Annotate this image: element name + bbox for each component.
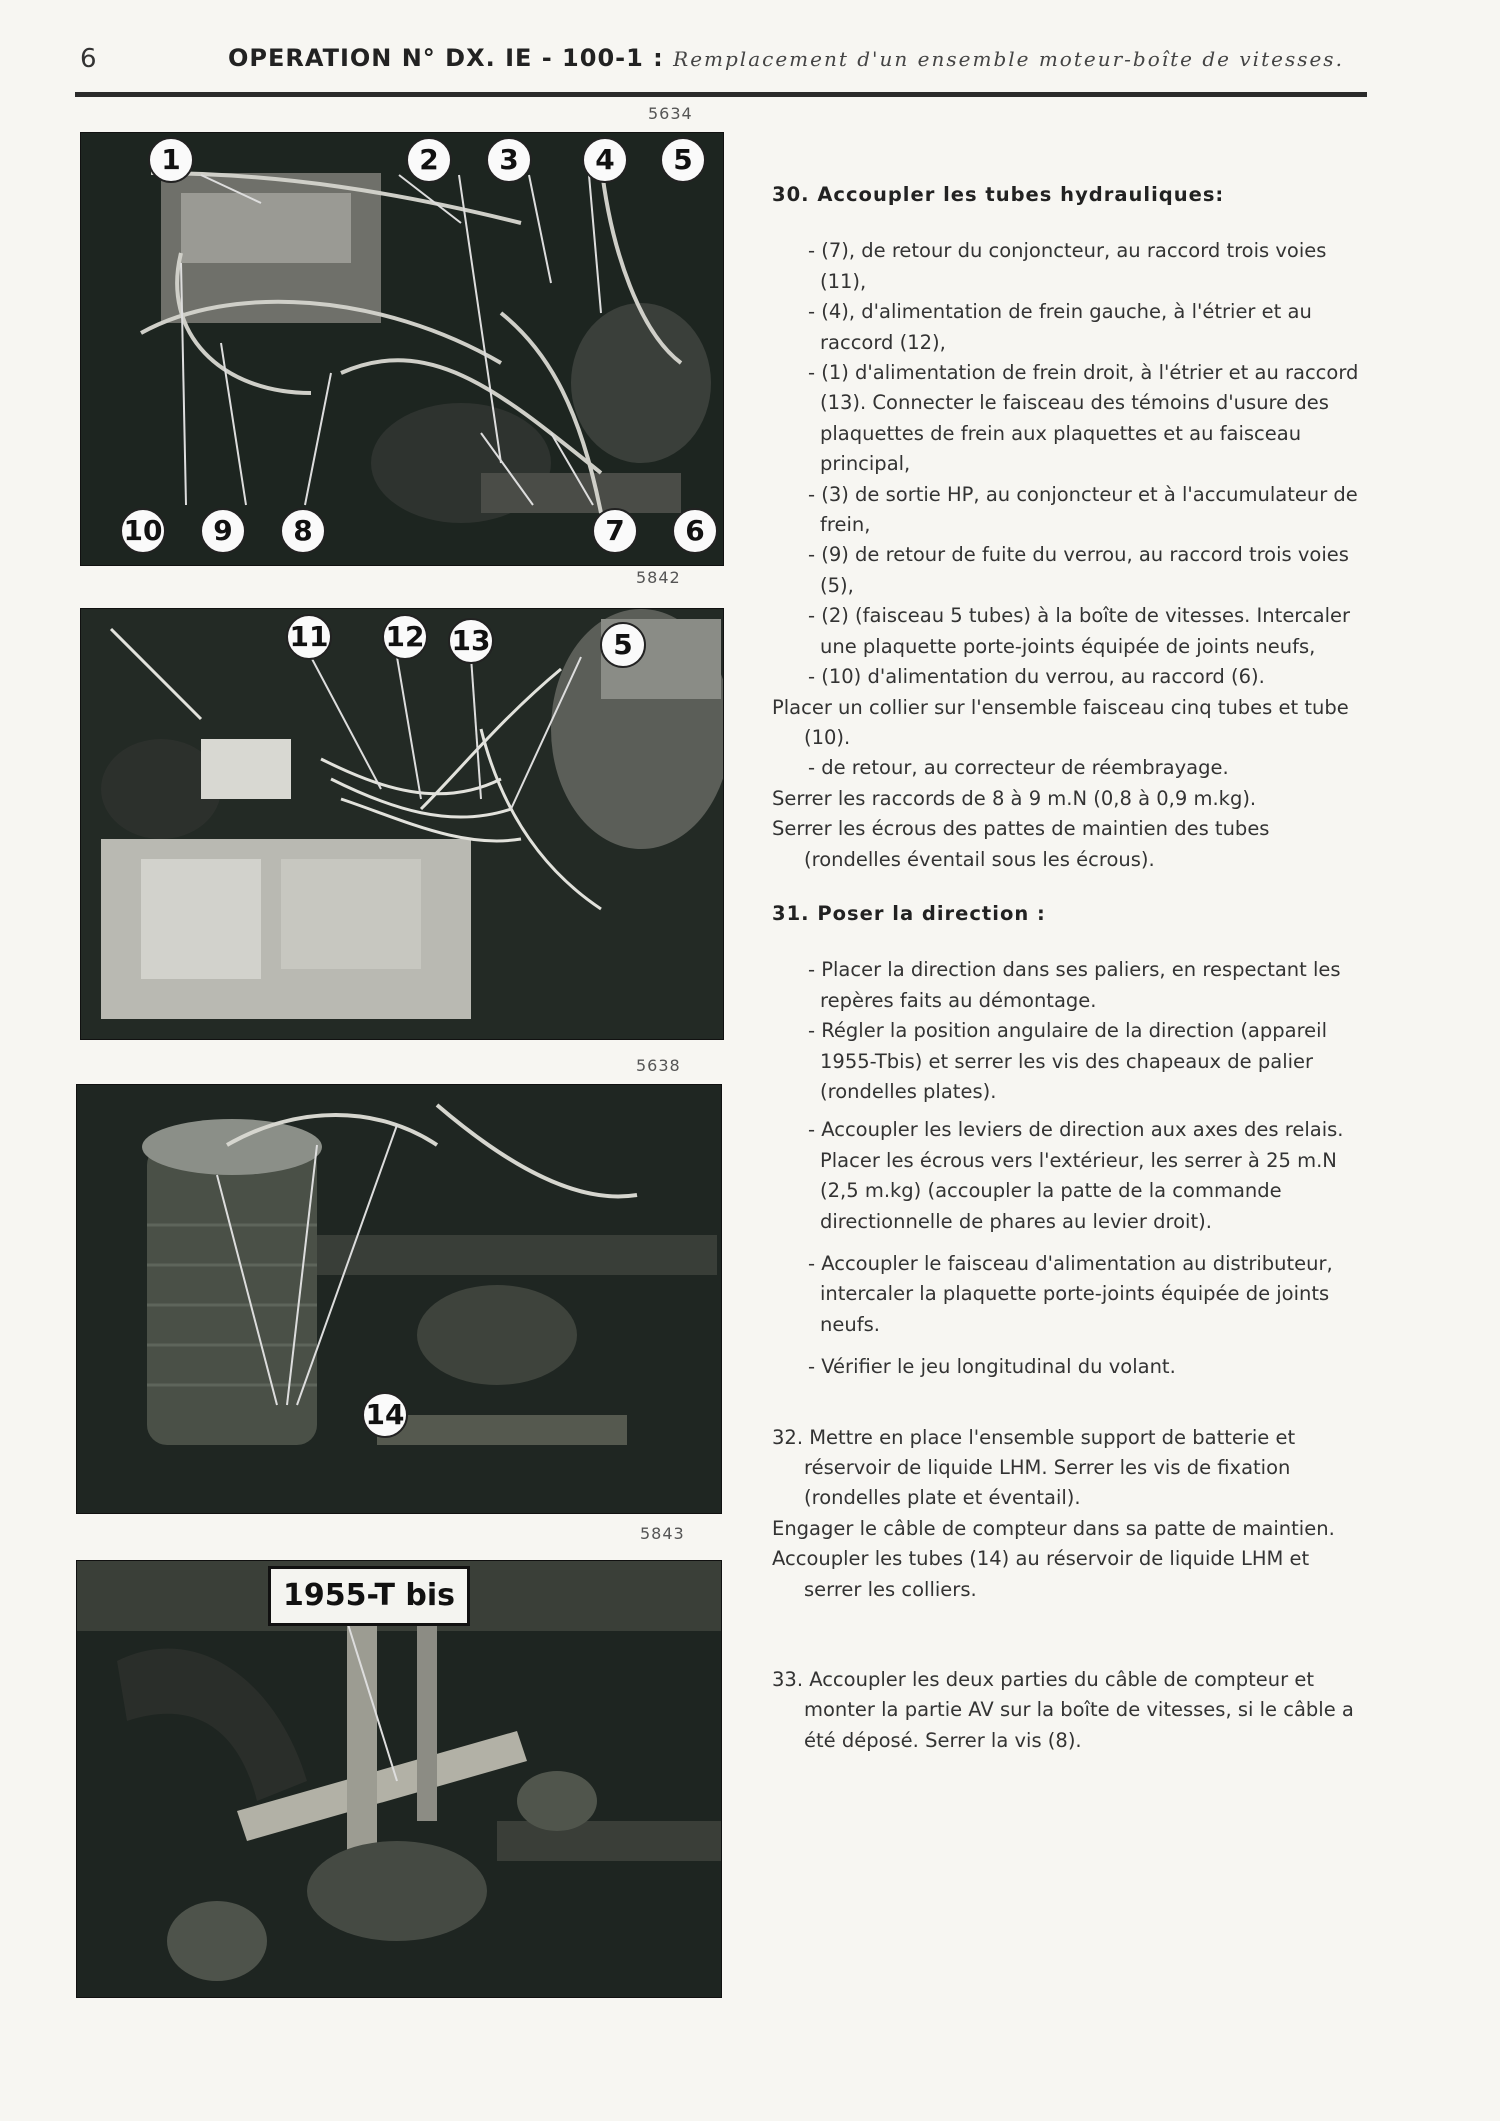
callout-7: 7 [592, 508, 638, 554]
callout-5: 5 [660, 137, 706, 183]
step-32-para: Accoupler les tubes (14) au réservoir de liquide LHM et serrer les colliers. [772, 1547, 1310, 1601]
step-31-heading: 31. Poser la direction : [772, 901, 1046, 925]
step-31-item: - Placer la direction dans ses paliers, en respectant les repères faits au démontage. [808, 958, 1341, 1012]
procedure-text [772, 180, 1372, 1756]
step-31-item: - Accoupler les leviers de direction aux axes des relais. [808, 1118, 1344, 1142]
callout-4: 4 [582, 137, 628, 183]
step-32-para: Engager le câble de compteur dans sa patte de maintien. [772, 1516, 1335, 1540]
engine-photo-1 [80, 132, 724, 566]
step-30-heading: 30. Accoupler les tubes hydrauliques: [772, 183, 1225, 206]
callout-14: 14 [362, 1392, 408, 1438]
callout-11: 11 [286, 614, 332, 660]
figure-ref: 5634 [648, 104, 693, 123]
step-30-para: Serrer les raccords de 8 à 9 m.N (0,8 à 0,9 m.kg). [772, 786, 1257, 810]
step-30-para: Serrer les écrous des pattes de maintien des tubes (rondelles éventail sous les écrous). [772, 817, 1270, 871]
step-30-para: Placer un collier sur l'ensemble faisceau cinq tubes et tube (10). [772, 695, 1349, 749]
step-30-item: - (3) de sortie HP, au conjoncteur et à l'accumulateur de frein, [808, 482, 1358, 537]
callout-9: 9 [200, 508, 246, 554]
header-rule [75, 92, 1367, 97]
step-30-item: - (4), d'alimentation de frein gauche, à l'étrier et au raccord (12), [808, 300, 1312, 354]
callout-13: 13 [448, 618, 494, 664]
callout-10: 10 [120, 508, 166, 554]
step-30-item: - (2) (faisceau 5 tubes) à la boîte de vitesses. Intercaler une plaquette porte-joints équipée de joints neufs, [808, 604, 1351, 658]
callout-5b: 5 [600, 622, 646, 668]
figure-ref: 5638 [636, 1056, 681, 1075]
tool-label: 1955-T bis [268, 1566, 470, 1626]
step-31-item: - Régler la position angulaire de la direction (appareil 1955-Tbis) et serrer les vis des chapeaux de palier (rondelles plates). [808, 1019, 1328, 1103]
step-33-text: 33. Accoupler les deux parties du câble de compteur et monter la partie AV sur la boîte de vitesses, si le câble a été déposé. Serrer la vis (8). [772, 1668, 1354, 1752]
step-31-item: Placer les écrous vers l'extérieur, les serrer à 25 m.N (2,5 m.kg) (accoupler la patte de la commande directionnelle de phares au levier droit). [820, 1148, 1337, 1233]
operation-code: OPERATION N° DX. IE - 100-1 : [228, 44, 664, 72]
step-30-item: - (9) de retour de fuite du verrou, au raccord trois voies (5), [808, 543, 1349, 597]
page-number: 6 [80, 44, 97, 74]
callout-3: 3 [486, 137, 532, 183]
engine-photo-2 [80, 608, 724, 1040]
operation-title [228, 44, 1344, 72]
step-30-item: - (1) d'alimentation de frein droit, à l'étrier et au raccord (13). Connecter le faisceau des témoins d'usure des plaquettes de frein aux plaquettes et au faisceau principal, [808, 361, 1359, 476]
figure-ref: 5843 [640, 1524, 685, 1543]
step-32-text: 32. Mettre en place l'ensemble support de batterie et réservoir de liquide LHM. Serrer les vis de fixation (rondelles plate et éventail). [772, 1425, 1296, 1510]
operation-subtitle: Remplacement d'un ensemble moteur-boîte de vitesses. [673, 47, 1344, 71]
callout-6: 6 [672, 508, 718, 554]
figure-ref: 5842 [636, 568, 681, 587]
step-30-item: - (10) d'alimentation du verrou, au raccord (6). [808, 665, 1265, 689]
callout-12: 12 [382, 614, 428, 660]
step-31-item: - Accoupler le faisceau d'alimentation au distributeur, intercaler la plaquette porte-joints équipée de joints neufs. [808, 1252, 1333, 1336]
callout-1: 1 [148, 137, 194, 183]
callout-8: 8 [280, 508, 326, 554]
callout-2: 2 [406, 137, 452, 183]
engine-photo-3 [76, 1084, 722, 1514]
step-30-item: - (7), de retour du conjoncteur, au raccord trois voies (11), [808, 239, 1327, 293]
step-30-para: - de retour, au correcteur de réembrayage. [808, 756, 1229, 780]
step-31-item: - Vérifier le jeu longitudinal du volant. [808, 1355, 1176, 1379]
